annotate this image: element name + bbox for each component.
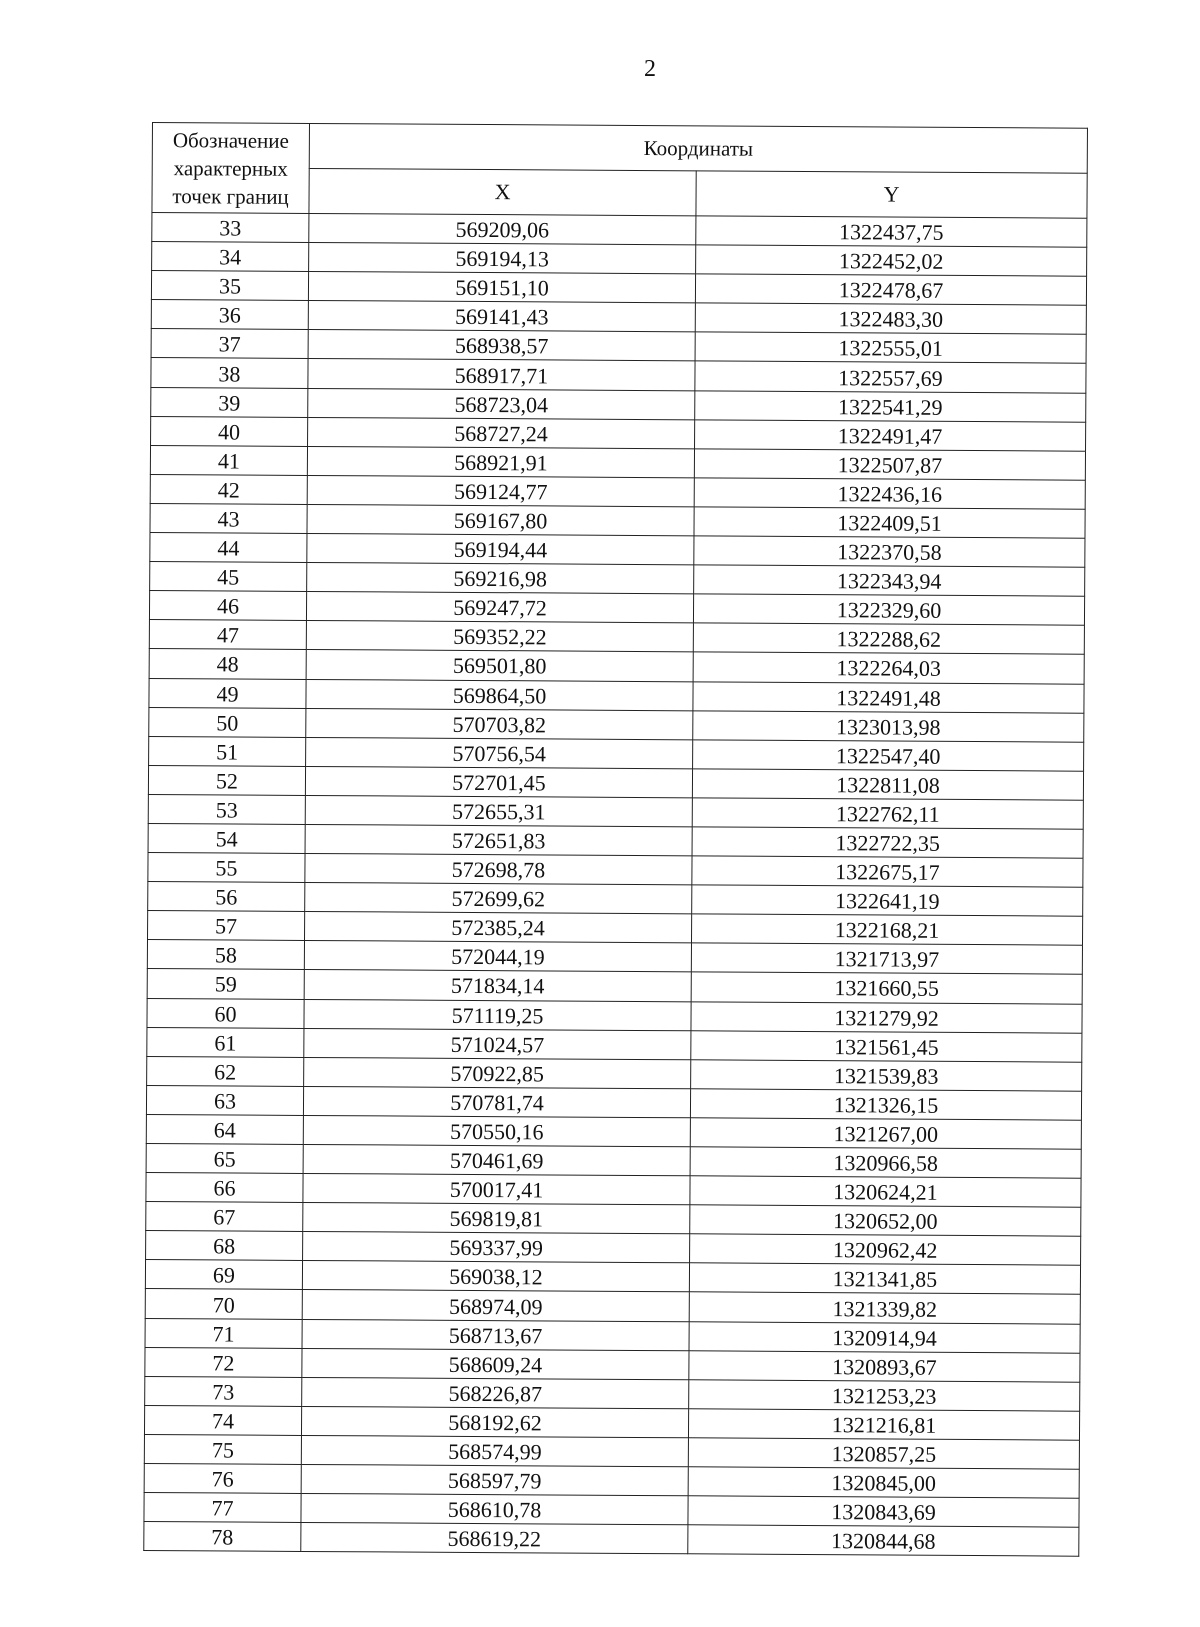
y-coordinate-cell: 1320844,68 (688, 1525, 1079, 1556)
x-coordinate-cell: 569167,80 (307, 504, 694, 535)
y-coordinate-cell: 1322483,30 (695, 303, 1086, 334)
x-coordinate-cell: 571834,14 (304, 970, 691, 1001)
point-number-cell: 36 (151, 300, 308, 330)
y-coordinate-cell: 1320962,42 (690, 1234, 1081, 1265)
point-number-cell: 59 (147, 969, 304, 999)
y-coordinate-cell: 1320843,69 (688, 1496, 1079, 1527)
point-number-cell: 62 (147, 1056, 304, 1086)
point-number-cell: 56 (148, 882, 305, 912)
x-coordinate-cell: 570756,54 (306, 737, 693, 768)
y-coordinate-cell: 1321561,45 (691, 1030, 1082, 1061)
table-row (144, 1522, 1079, 1557)
point-number-cell: 52 (148, 765, 305, 795)
point-number-cell: 73 (145, 1376, 302, 1406)
y-coordinate-cell: 1322168,21 (691, 914, 1082, 945)
y-coordinate-cell: 1320845,00 (688, 1467, 1079, 1498)
x-coordinate-cell: 569501,80 (306, 650, 693, 681)
y-coordinate-cell: 1322436,16 (694, 478, 1085, 509)
point-number-cell: 49 (149, 678, 306, 708)
point-number-cell: 63 (146, 1085, 303, 1115)
point-number-cell: 67 (146, 1202, 303, 1232)
x-coordinate-cell: 570781,74 (303, 1086, 690, 1117)
point-number-cell: 48 (149, 649, 306, 679)
x-coordinate-cell: 572655,31 (305, 795, 692, 826)
coordinates-table (143, 122, 1088, 1557)
x-coordinate-cell: 569194,44 (307, 533, 694, 564)
y-coordinate-cell: 1322641,19 (692, 885, 1083, 916)
y-coordinate-cell: 1321267,00 (690, 1118, 1081, 1149)
point-number-cell: 66 (146, 1173, 303, 1203)
y-coordinate-cell: 1322811,08 (692, 769, 1083, 800)
x-coordinate-cell: 568574,99 (301, 1435, 688, 1466)
y-coordinate-cell: 1322264,03 (693, 652, 1084, 683)
point-number-cell: 68 (146, 1231, 303, 1261)
x-coordinate-cell: 568192,62 (301, 1406, 688, 1437)
y-coordinate-cell: 1322343,94 (694, 565, 1085, 596)
point-number-cell: 40 (151, 416, 308, 446)
y-coordinate-cell: 1320966,58 (690, 1147, 1081, 1178)
x-coordinate-cell: 568723,04 (308, 388, 695, 419)
header-y: Y (696, 171, 1087, 218)
y-coordinate-cell: 1321279,92 (691, 1001, 1082, 1032)
y-coordinate-cell: 1320652,00 (690, 1205, 1081, 1236)
x-coordinate-cell: 568917,71 (308, 359, 695, 390)
x-coordinate-cell: 569124,77 (307, 475, 694, 506)
x-coordinate-cell: 569864,50 (306, 679, 693, 710)
x-coordinate-cell: 569247,72 (306, 592, 693, 623)
point-number-cell: 33 (152, 213, 309, 243)
x-coordinate-cell: 569151,10 (308, 272, 695, 303)
point-number-cell: 75 (144, 1434, 301, 1464)
point-number-cell: 46 (149, 591, 306, 621)
y-coordinate-cell: 1322762,11 (692, 798, 1083, 829)
point-number-cell: 53 (148, 794, 305, 824)
y-coordinate-cell: 1322329,60 (693, 594, 1084, 625)
x-coordinate-cell: 569352,22 (306, 621, 693, 652)
point-number-cell: 44 (150, 533, 307, 563)
x-coordinate-cell: 568713,67 (302, 1319, 689, 1350)
point-number-cell: 77 (144, 1493, 301, 1523)
y-coordinate-cell: 1322478,67 (695, 274, 1086, 305)
y-coordinate-cell: 1322555,01 (695, 332, 1086, 363)
y-coordinate-cell: 1321713,97 (691, 943, 1082, 974)
point-number-cell: 41 (150, 445, 307, 475)
point-number-cell: 45 (150, 562, 307, 592)
x-coordinate-cell: 569209,06 (309, 213, 696, 244)
page-number: 2 (644, 56, 656, 82)
x-coordinate-cell: 568727,24 (308, 417, 695, 448)
point-number-cell: 38 (151, 358, 308, 388)
y-coordinate-cell: 1322437,75 (696, 216, 1087, 247)
header-coordinates: Координаты (309, 123, 1087, 173)
y-coordinate-cell: 1321660,55 (691, 972, 1082, 1003)
x-coordinate-cell: 568597,79 (301, 1464, 688, 1495)
point-number-cell: 64 (146, 1114, 303, 1144)
x-coordinate-cell: 570550,16 (303, 1115, 690, 1146)
x-coordinate-cell: 569038,12 (302, 1261, 689, 1292)
point-number-cell: 39 (151, 387, 308, 417)
x-coordinate-cell: 568609,24 (302, 1348, 689, 1379)
y-coordinate-cell: 1321539,83 (691, 1060, 1082, 1091)
point-number-cell: 60 (147, 998, 304, 1028)
point-number-cell: 74 (144, 1405, 301, 1435)
x-coordinate-cell: 572701,45 (305, 766, 692, 797)
y-coordinate-cell: 1322491,48 (693, 681, 1084, 712)
point-number-cell: 58 (147, 940, 304, 970)
y-coordinate-cell: 1321216,81 (688, 1409, 1079, 1440)
point-number-cell: 71 (145, 1318, 302, 1348)
x-coordinate-cell: 568921,91 (307, 446, 694, 477)
y-coordinate-cell: 1322507,87 (694, 449, 1085, 480)
header-point-designation: Обозначение характерных точек границ (152, 123, 310, 214)
x-coordinate-cell: 569337,99 (303, 1232, 690, 1263)
point-number-cell: 47 (149, 620, 306, 650)
y-coordinate-cell: 1321341,85 (689, 1263, 1080, 1294)
y-coordinate-cell: 1322557,69 (695, 361, 1086, 392)
x-coordinate-cell: 570703,82 (306, 708, 693, 739)
x-coordinate-cell: 570922,85 (304, 1057, 691, 1088)
y-coordinate-cell: 1321253,23 (689, 1380, 1080, 1411)
x-coordinate-cell: 572699,62 (305, 883, 692, 914)
y-coordinate-cell: 1322370,58 (694, 536, 1085, 567)
point-number-cell: 70 (145, 1289, 302, 1319)
y-coordinate-cell: 1320914,94 (689, 1321, 1080, 1352)
point-number-cell: 55 (148, 853, 305, 883)
point-number-cell: 76 (144, 1464, 301, 1494)
x-coordinate-cell: 570461,69 (303, 1144, 690, 1175)
x-coordinate-cell: 568974,09 (302, 1290, 689, 1321)
x-coordinate-cell: 569819,81 (303, 1203, 690, 1234)
y-coordinate-cell: 1321339,82 (689, 1292, 1080, 1323)
x-coordinate-cell: 571119,25 (304, 999, 691, 1030)
point-number-cell: 72 (145, 1347, 302, 1377)
x-coordinate-cell: 571024,57 (304, 1028, 691, 1059)
header-x: X (309, 168, 696, 215)
point-number-cell: 50 (149, 707, 306, 737)
x-coordinate-cell: 572698,78 (305, 854, 692, 885)
y-coordinate-cell: 1321326,15 (690, 1089, 1081, 1120)
point-number-cell: 42 (150, 474, 307, 504)
x-coordinate-cell: 568610,78 (301, 1494, 688, 1525)
y-coordinate-cell: 1322675,17 (692, 856, 1083, 887)
point-number-cell: 54 (148, 823, 305, 853)
x-coordinate-cell: 569194,13 (309, 243, 696, 274)
y-coordinate-cell: 1323013,98 (693, 710, 1084, 741)
y-coordinate-cell: 1322288,62 (693, 623, 1084, 654)
y-coordinate-cell: 1322452,02 (696, 245, 1087, 276)
point-number-cell: 57 (148, 911, 305, 941)
point-number-cell: 35 (151, 271, 308, 301)
y-coordinate-cell: 1320857,25 (688, 1438, 1079, 1469)
y-coordinate-cell: 1322722,35 (692, 827, 1083, 858)
y-coordinate-cell: 1322541,29 (695, 390, 1086, 421)
x-coordinate-cell: 570017,41 (303, 1174, 690, 1205)
x-coordinate-cell: 568938,57 (308, 330, 695, 361)
point-number-cell: 37 (151, 329, 308, 359)
y-coordinate-cell: 1322491,47 (695, 419, 1086, 450)
x-coordinate-cell: 569216,98 (307, 563, 694, 594)
y-coordinate-cell: 1322547,40 (693, 740, 1084, 771)
point-number-cell: 61 (147, 1027, 304, 1057)
point-number-cell: 69 (145, 1260, 302, 1290)
point-number-cell: 51 (149, 736, 306, 766)
x-coordinate-cell: 568619,22 (301, 1523, 688, 1554)
x-coordinate-cell: 572651,83 (305, 824, 692, 855)
table-body (144, 213, 1087, 1557)
x-coordinate-cell: 568226,87 (302, 1377, 689, 1408)
y-coordinate-cell: 1320893,67 (689, 1350, 1080, 1381)
point-number-cell: 34 (152, 242, 309, 272)
x-coordinate-cell: 572385,24 (305, 912, 692, 943)
point-number-cell: 43 (150, 503, 307, 533)
y-coordinate-cell: 1320624,21 (690, 1176, 1081, 1207)
x-coordinate-cell: 569141,43 (308, 301, 695, 332)
point-number-cell: 78 (144, 1522, 301, 1552)
y-coordinate-cell: 1322409,51 (694, 507, 1085, 538)
point-number-cell: 65 (146, 1143, 303, 1173)
x-coordinate-cell: 572044,19 (304, 941, 691, 972)
